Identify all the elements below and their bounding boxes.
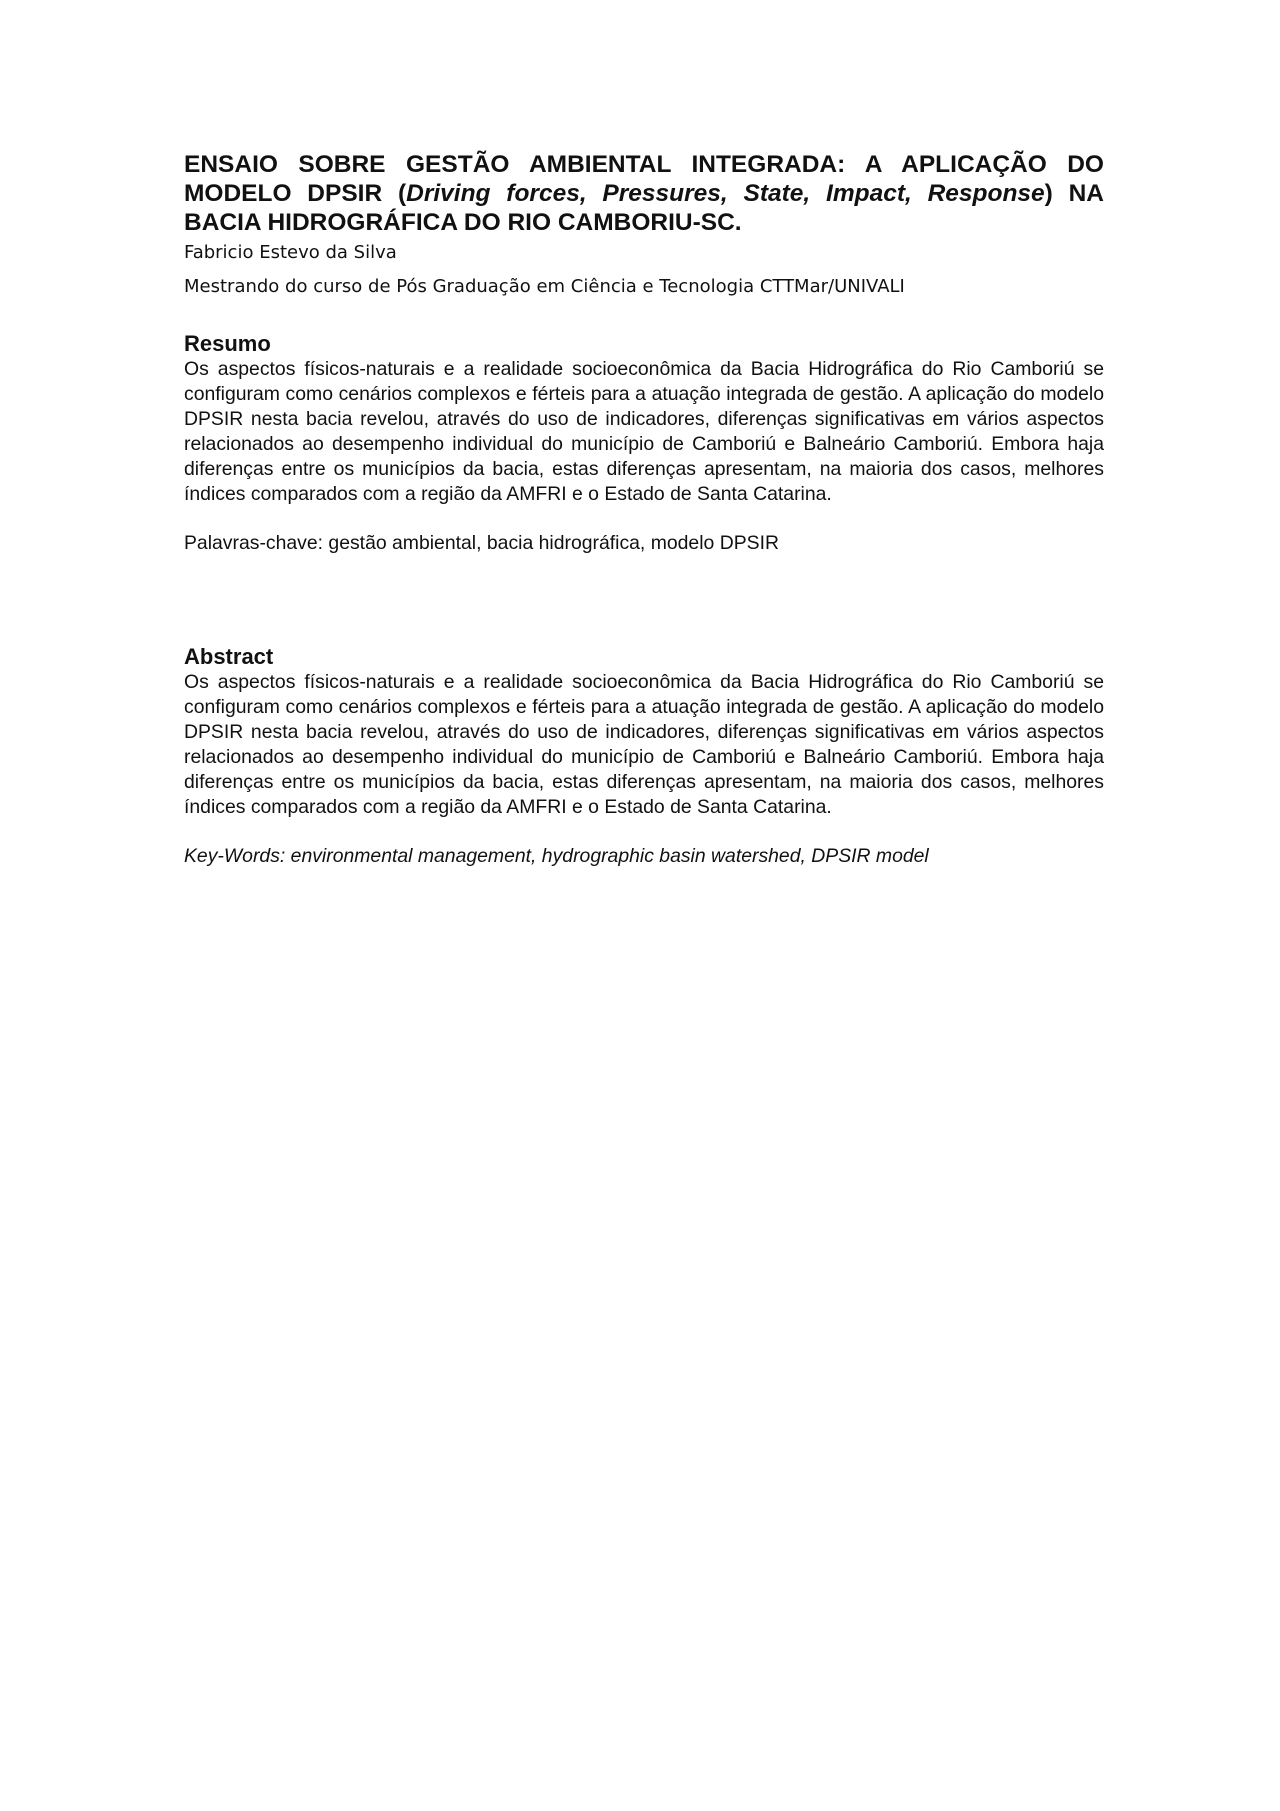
- abstract-text: Os aspectos físicos-naturais e a realidade socioeconômica da Bacia Hidrográfica do Rio Camboriú se configuram como cenários complexos e férteis para a atuação integrada de gestão. A aplicação do modelo DPSIR nesta bacia revelou, através do uso de indicadores, diferenças significativas em vários aspectos relacionados ao desempenho individual do município de Camboriú e Balneário Camboriú. Embora haja diferenças entre os municípios da bacia, estas diferenças apresentam, na maioria dos casos, melhores índices comparados com a região da AMFRI e o Estado de Santa Catarina.: [184, 671, 1104, 818]
- author-affiliation: Mestrando do curso de Pós Graduação em Ciência e Tecnologia CTTMar/UNIVALI: [184, 276, 905, 297]
- abstract-heading: Abstract: [184, 644, 274, 669]
- resumo-heading: Resumo: [184, 331, 271, 356]
- document-page: [184, 150, 1104, 869]
- resumo-text: Os aspectos físicos-naturais e a realidade socioeconômica da Bacia Hidrográfica do Rio Camboriú se configuram como cenários complexos e férteis para a atuação integrada de gestão. A aplicação do modelo DPSIR nesta bacia revelou, através do uso de indicadores, diferenças significativas em vários aspectos relacionados ao desempenho individual do município de Camboriú e Balneário Camboriú. Embora haja diferenças entre os municípios da bacia, estas diferenças apresentam, na maioria dos casos, melhores índices comparados com a região da AMFRI e o Estado de Santa Catarina.: [184, 358, 1104, 505]
- author-name: Fabricio Estevo da Silva: [184, 242, 397, 263]
- paper-title: [184, 150, 1104, 237]
- title-part-1: ENSAIO SOBRE GESTÃO AMBIENTAL INTEGRADA: A APLICAÇÃO DO MODELO DPSIR (: [184, 151, 1104, 207]
- resumo-keywords: Palavras-chave: gestão ambiental, bacia hidrográfica, modelo DPSIR: [184, 532, 779, 554]
- abstract-keywords: Key-Words: environmental management, hydrographic basin watershed, DPSIR model: [184, 845, 929, 867]
- title-part-2: ) NA BACIA HIDROGRÁFICA DO RIO CAMBORIU-SC.: [184, 180, 1104, 236]
- title-italic-part: Driving forces, Pressures, State, Impact, Response: [406, 180, 1045, 207]
